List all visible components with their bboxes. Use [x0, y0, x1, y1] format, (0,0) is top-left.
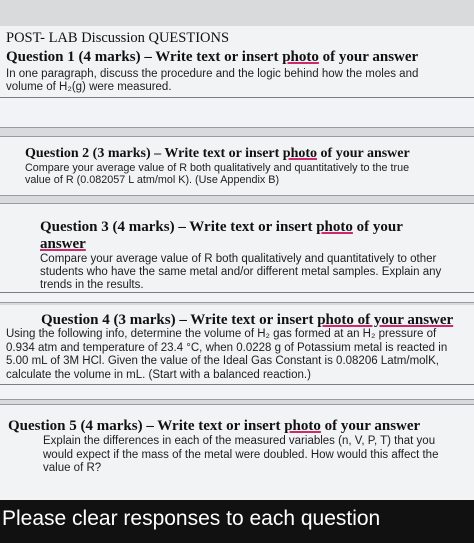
photo-link: photo: [282, 49, 319, 65]
question-3-body: Compare your average value of R both qualitatively and quantitatively to other students who have the same metal and/or different metal samples. Explain any trends in the results.: [40, 253, 442, 291]
question-4-panel: [0, 305, 474, 400]
question-3-heading-line2: answer: [40, 236, 86, 252]
question-1-body: In one paragraph, discuss the procedure and the logic behind how the moles and volume of H₂(g) were measured.: [6, 68, 419, 93]
question-3-panel: [0, 203, 474, 303]
question-2-heading: Question 2 (3 marks) – Write text or insert photo of your answer: [25, 146, 410, 161]
caption-bar: [0, 500, 474, 543]
page-title: POST- LAB Discussion QUESTIONS: [6, 30, 230, 46]
question-5-panel: [0, 404, 474, 500]
question-1-panel: [0, 26, 474, 128]
question-4-body: Using the following info, determine the volume of H₂ gas formed at an H₂ pressure of 0.934 atm and temperature of 23.4 °C, when 0.0228 g of Potassium metal is reacted in 5.00 mL of 3M HCl. Given the value of the Ideal Gas Constant is 0.08206 Latm/molK, calculate the volume in mL. (Start with a balanced reaction.): [6, 328, 448, 381]
answer-line: [0, 292, 474, 293]
caption-text: Please clear responses to each question: [2, 507, 381, 530]
question-5-body: Explain the differences in each of the measured variables (n, V, P, T) that you would expect if the mass of the metal were doubled. How would this affect the value of R?: [43, 435, 439, 474]
question-2-body: Compare your average value of R both qualitatively and quantitatively to the true value of R (0.082057 L atm/mol K). (Use Appendix B): [25, 162, 410, 186]
answer-line: [0, 384, 474, 385]
answer-line: [0, 97, 474, 98]
question-5-heading: Question 5 (4 marks) – Write text or insert photo of your answer: [8, 418, 421, 434]
question-1-heading: Question 1 (4 marks) – Write text or insert photo of your answer: [6, 49, 419, 65]
question-3-heading: Question 3 (4 marks) – Write text or insert photo of your: [40, 219, 403, 235]
question-4-heading: Question 4 (3 marks) – Write text or insert photo of your answer: [41, 312, 454, 328]
question-2-panel: [0, 136, 474, 196]
